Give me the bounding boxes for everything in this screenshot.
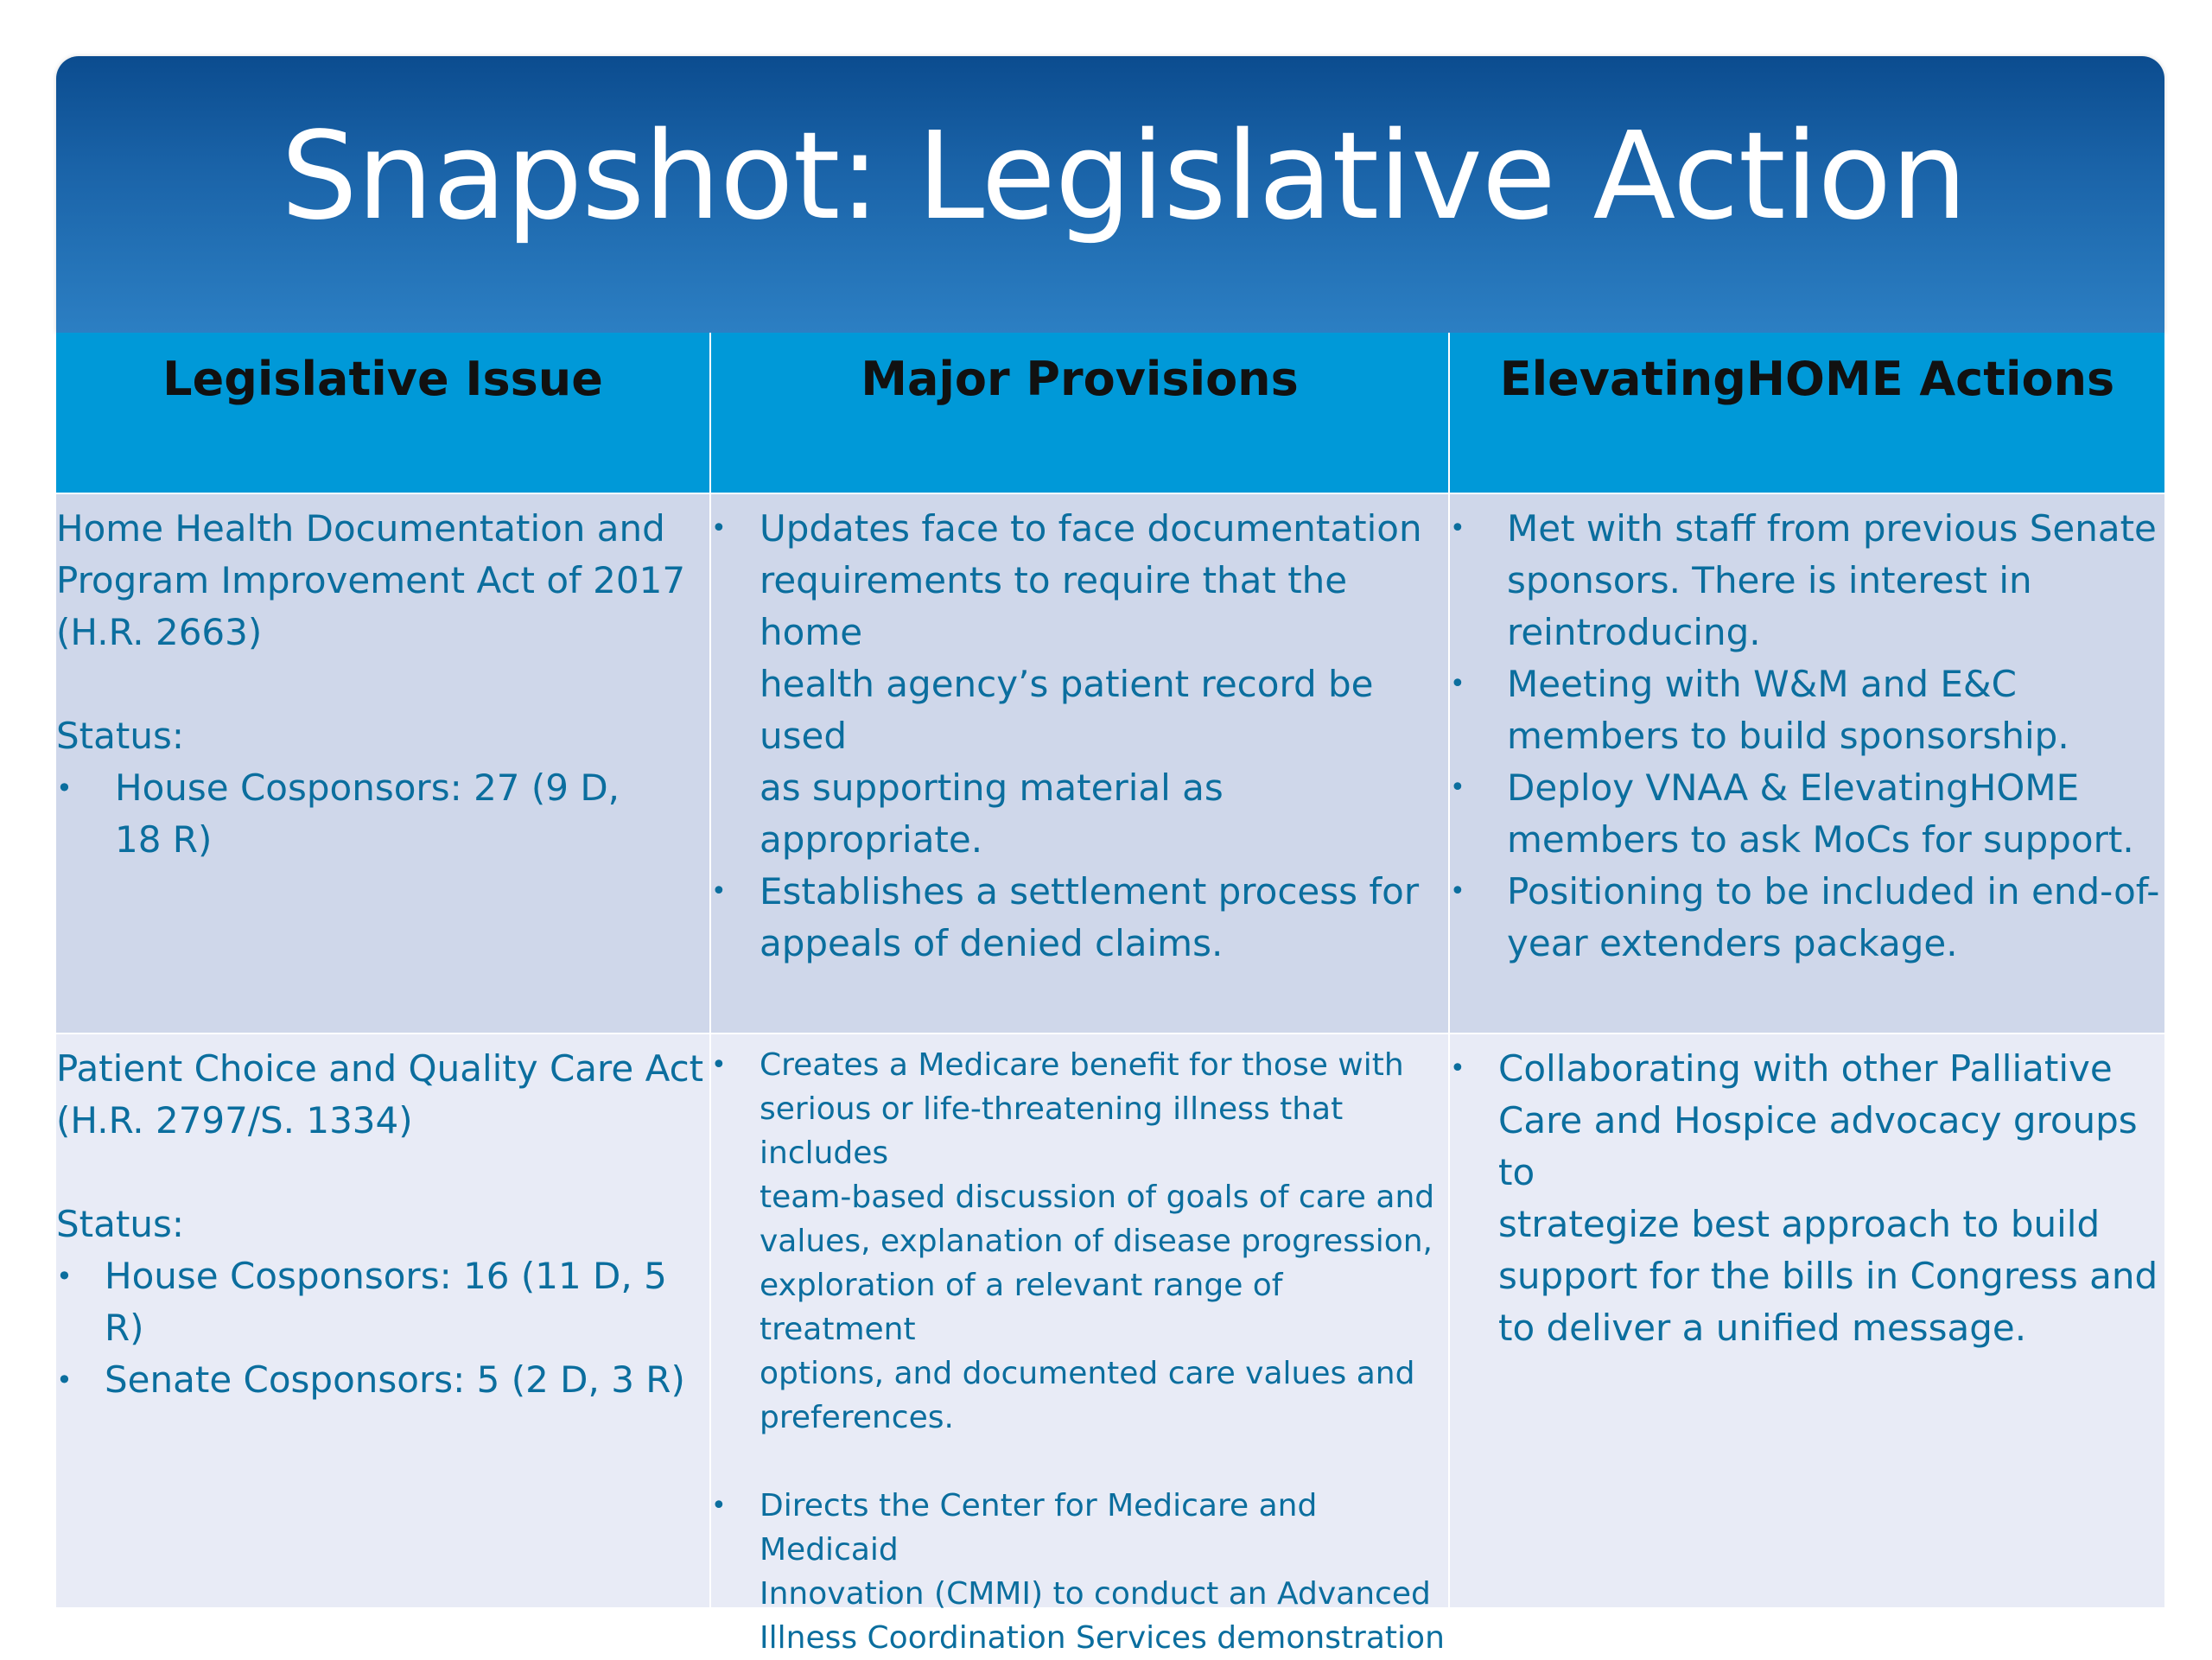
column-header-major-provisions: Major Provisions [709,333,1448,493]
status-label-1: Status: [56,715,184,757]
action-item: • Met with staff from previous Senate sponsors. There is interest in reintroducing. [1450,503,2164,658]
column-header-elevatinghome-actions: ElevatingHOME Actions [1448,333,2164,493]
action-item: • Deploy VNAA & ElevatingHOME members to ask MoCs for support. [1450,762,2164,866]
status-item: • House Cosponsors: 16 (11 D, 5 R) [56,1250,709,1354]
actions-list-1 [1450,503,2164,970]
legislation-table [56,333,2164,1656]
actions-cell-1 [1448,493,2164,1033]
actions-list-2 [1450,1043,2164,1354]
title-banner [56,56,2164,333]
issue-cell-2 [56,1033,709,1607]
column-header-legislative-issue: Legislative Issue [56,333,709,493]
provisions-list-1 [711,503,1448,970]
status-list-2 [56,1250,709,1406]
issue-title-2: Patient Choice and Quality Care Act (H.R. 2797/S. 1334) [56,1047,704,1142]
provisions-cell-1 [709,493,1448,1033]
status-item: • Senate Cosponsors: 5 (2 D, 3 R) [56,1354,709,1406]
actions-cell-2 [1448,1033,2164,1607]
provision-item: • Directs the Center for Medicare and Medicaid Innovation (CMMI) to conduct an Advanced Illness Coordination Services demonstration [711,1484,1448,1660]
issue-cell-1 [56,493,709,1033]
provisions-cell-2 [709,1033,1448,1656]
provision-item: • Creates a Medicare benefit for those with serious or life-threatening illness that includes team-based discussion of goals of care and values, explanation of disease progression, exploration of a relevant range of treatment options, and documented care values and preferences. [711,1043,1448,1440]
status-item: • House Cosponsors: 27 (9 D, 18 R) [56,762,709,866]
slide-title: Snapshot: Legislative Action [281,106,1967,247]
status-list-1 [56,762,709,866]
action-item: • Meeting with W&M and E&C members to build sponsorship. [1450,658,2164,762]
provisions-list-2 [711,1043,1448,1660]
provision-item: • Establishes a settlement process for appeals of denied claims. [711,866,1448,970]
provision-item: • Updates face to face documentation requirements to require that the home health agency’s patient record be used as supporting material as appropriate. [711,503,1448,866]
status-label-2: Status: [56,1203,184,1245]
issue-title-1: Home Health Documentation and Program Improvement Act of 2017 (H.R. 2663) [56,507,686,653]
action-item: • Collaborating with other Palliative Care and Hospice advocacy groups to strategize best approach to build support for the bills in Congress and to deliver a unified message. [1450,1043,2164,1354]
action-item: • Positioning to be included in end-of- year extenders package. [1450,866,2164,970]
